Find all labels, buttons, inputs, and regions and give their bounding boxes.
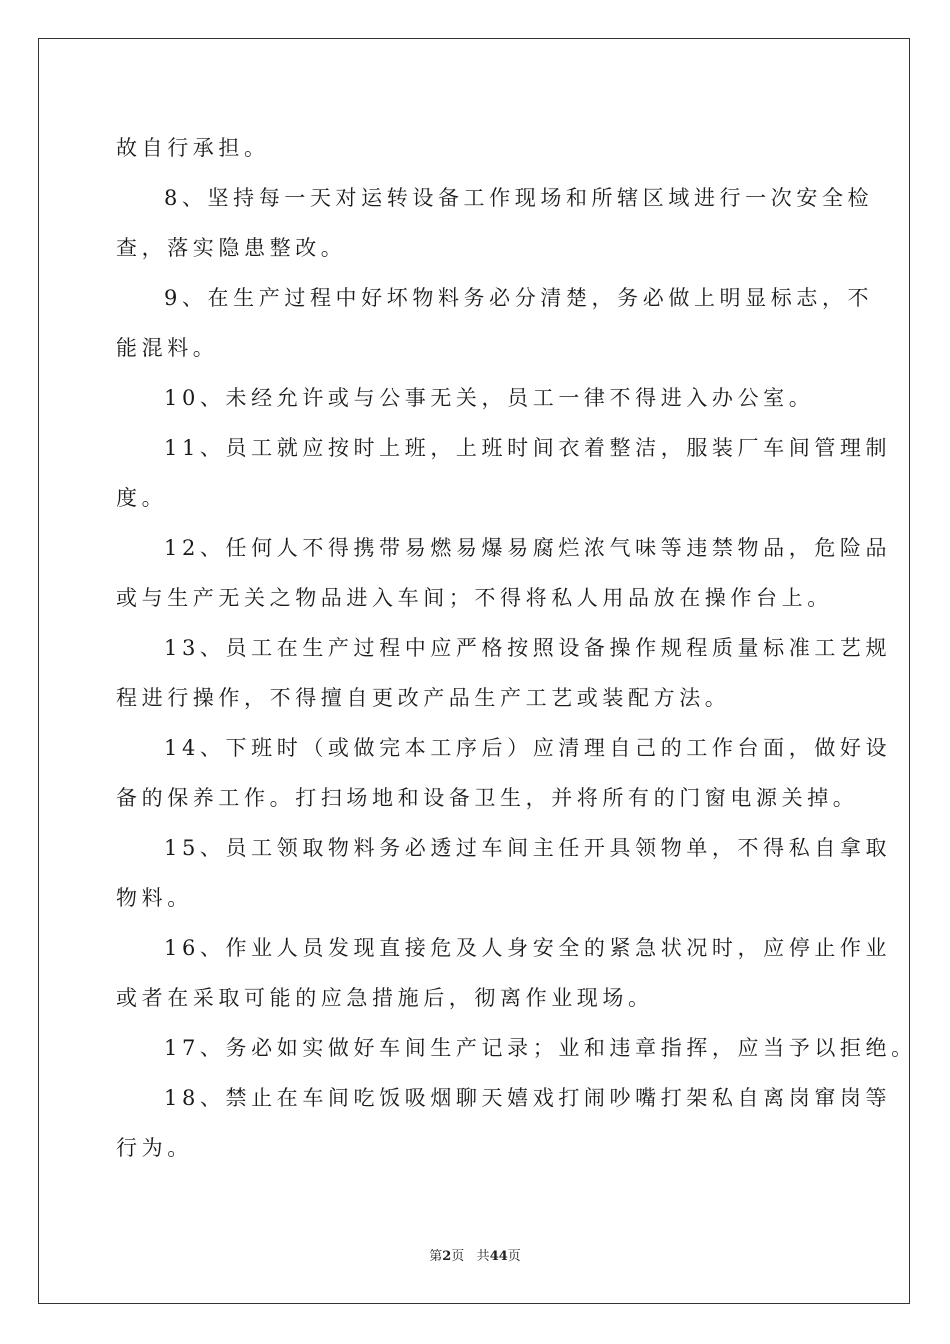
text-line: 8、坚持每一天对运转设备工作现场和所辖区域进行一次安全检 bbox=[164, 186, 874, 210]
page-suffix: 页 bbox=[451, 1249, 465, 1264]
text-line: 度。 bbox=[116, 486, 168, 510]
total-pages: 44 bbox=[489, 1249, 508, 1264]
text-line: 故自行承担。 bbox=[116, 136, 270, 160]
page-number: 2 bbox=[442, 1249, 452, 1264]
text-line: 或者在采取可能的应急措施后，彻离作业现场。 bbox=[116, 986, 654, 1010]
text-line: 10、未经允许或与公事无关，员工一律不得进入办公室。 bbox=[164, 386, 815, 410]
text-line: 程进行操作，不得擅自更改产品生产工艺或装配方法。 bbox=[116, 686, 731, 710]
page-footer bbox=[0, 1245, 950, 1264]
text-line: 9、在生产过程中好坏物料务必分清楚，务必做上明显标志，不 bbox=[164, 286, 874, 310]
text-line: 16、作业人员发现直接危及人身安全的紧急状况时，应停止作业 bbox=[164, 936, 892, 960]
text-line: 物料。 bbox=[116, 886, 193, 910]
total-suffix: 页 bbox=[507, 1249, 521, 1264]
text-line: 行为。 bbox=[116, 1136, 193, 1160]
text-line: 查，落实隐患整改。 bbox=[116, 236, 347, 260]
text-line: 18、禁止在车间吃饭吸烟聊天嬉戏打闹吵嘴打架私自离岗窜岗等 bbox=[164, 1086, 892, 1110]
total-prefix: 共 bbox=[476, 1249, 490, 1264]
text-line: 12、任何人不得携带易燃易爆易腐烂浓气味等违禁物品，危险品 bbox=[164, 536, 892, 560]
text-line: 17、务必如实做好车间生产记录；业和违章指挥，应当予以拒绝。 bbox=[164, 1036, 917, 1060]
text-line: 或与生产无关之物品进入车间；不得将私人用品放在操作台上。 bbox=[116, 586, 833, 610]
page-prefix: 第 bbox=[429, 1249, 443, 1264]
text-line: 15、员工领取物料务必透过车间主任开具领物单，不得私自拿取 bbox=[164, 836, 892, 860]
document-body bbox=[116, 128, 917, 1178]
text-line: 能混料。 bbox=[116, 336, 219, 360]
text-line: 13、员工在生产过程中应严格按照设备操作规程质量标准工艺规 bbox=[164, 636, 892, 660]
text-line: 11、员工就应按时上班，上班时间衣着整洁，服装厂车间管理制 bbox=[164, 436, 892, 460]
text-line: 14、下班时（或做完本工序后）应清理自己的工作台面，做好设 bbox=[164, 736, 892, 760]
text-line: 备的保养工作。打扫场地和设备卫生，并将所有的门窗电源关掉。 bbox=[116, 786, 859, 810]
